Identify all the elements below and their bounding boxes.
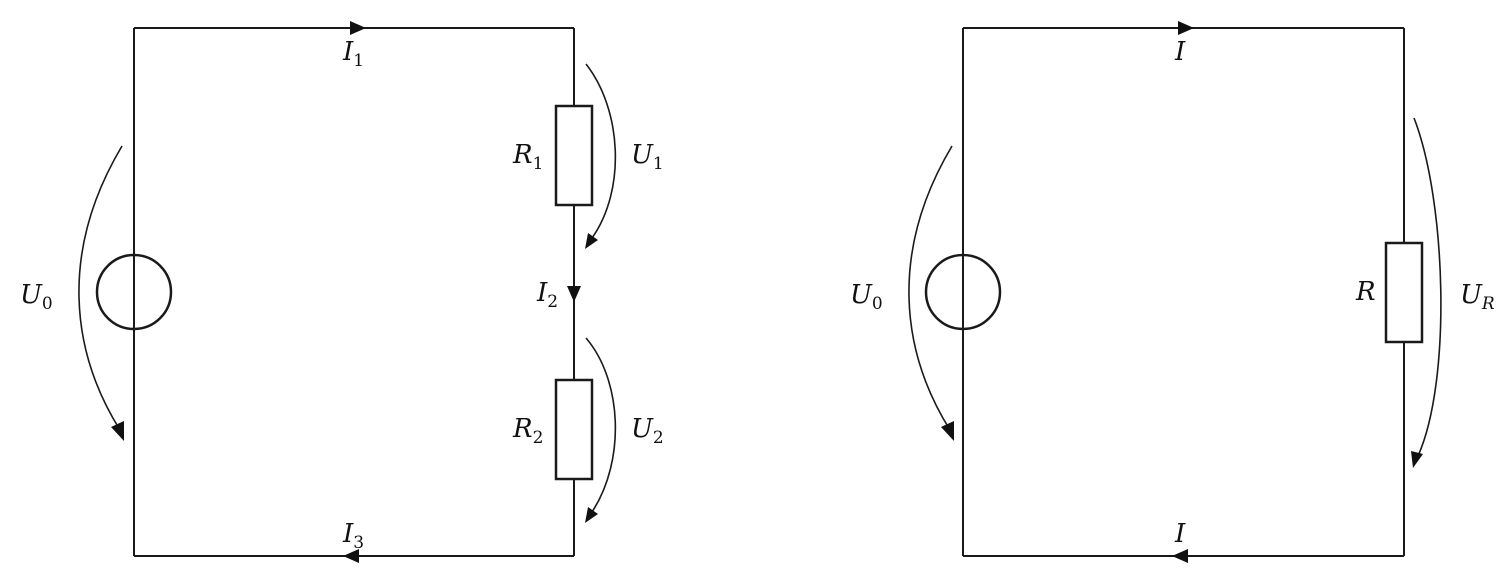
right-resistor-r: [1386, 243, 1422, 342]
left-voltage-u2-label: U2: [631, 414, 664, 448]
right-resistor-r-label: R: [1356, 277, 1376, 307]
left-voltage-u1-label: U1: [631, 140, 664, 174]
left-resistor-r1: [556, 106, 592, 205]
left-resistor-r2: [556, 380, 592, 479]
left-current-i1-arrow: [350, 21, 366, 35]
right-current-top-arrow: [1178, 21, 1194, 35]
right-circuit: [850, 21, 1495, 563]
left-current-i3-label: I3: [343, 519, 365, 553]
right-source-u0-label: U0: [850, 280, 883, 314]
right-voltage-ur-arrowhead: [1411, 451, 1423, 468]
left-current-i2-label: I2: [537, 278, 559, 312]
left-voltage-u0-arrowhead: [111, 421, 124, 441]
left-resistor-r2-label: R2: [513, 414, 544, 448]
right-current-bottom-arrow: [1172, 549, 1188, 563]
right-current-top-label: I: [1175, 37, 1186, 67]
left-current-i1-label: I1: [343, 37, 365, 71]
right-voltage-ur-label: UR: [1460, 280, 1495, 314]
right-voltage-u0-arrowhead: [941, 421, 954, 441]
left-current-i2-arrow: [567, 286, 581, 302]
left-source-u0-label: U0: [20, 280, 53, 314]
left-voltage-u2-arrowhead: [585, 507, 598, 523]
left-circuit: [20, 21, 664, 563]
left-resistor-r1-label: R1: [513, 140, 544, 174]
left-voltage-u1-arrowhead: [585, 233, 598, 249]
right-current-bottom-label: I: [1175, 519, 1186, 549]
